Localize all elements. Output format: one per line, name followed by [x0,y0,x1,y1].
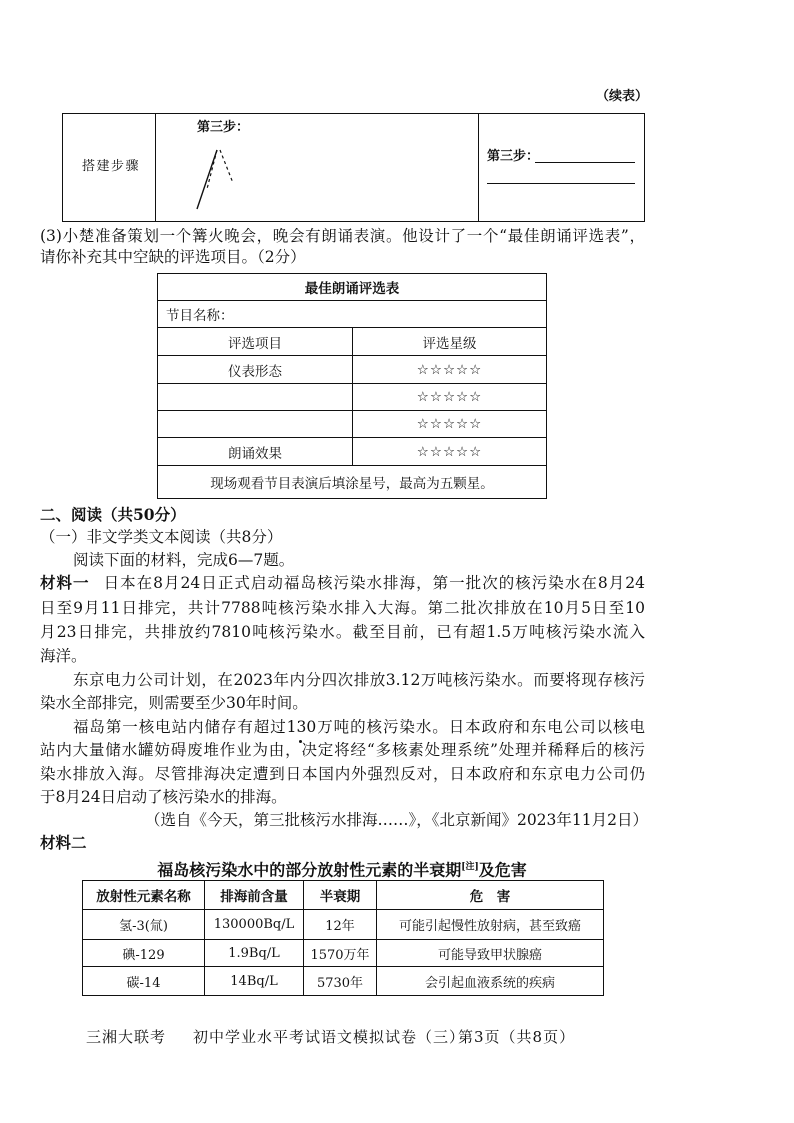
criteria-cell: 仪表形态 [158,356,353,384]
header-criteria: 评选项目 [158,328,353,356]
question-3-line: (3)小楚准备策划一个篝火晚会，晚会有朗诵表演。他设计了一个“最佳朗诵评选表”， [40,227,645,245]
half-life-cell: 1570万年 [304,940,377,967]
table-row [83,910,604,940]
answer-blank-line [487,183,635,184]
blank-criteria-cell [158,411,353,438]
hazard-cell: 可能导致甲状腺癌 [377,940,604,967]
star-rating-cell: ☆☆☆☆☆ [353,438,547,466]
half-life-cell: 5730年 [304,967,377,996]
table-row [83,940,604,967]
header-half-life: 半衰期 [304,881,377,910]
blank-criteria-cell [158,384,353,411]
content-cell: 130000Bq/L [205,910,304,940]
content-cell: 14Bq/L [205,967,304,996]
reading-instruction: 阅读下面的材料，完成6—7题。 [73,551,295,569]
table-divider [155,114,156,221]
hazard-cell: 可能引起慢性放射病，甚至致癌 [377,910,604,940]
table-title-note-mark: [注] [461,862,479,872]
build-steps-table [62,113,645,222]
best-recitation-rating-table [157,273,547,499]
sketch-dashed-pole [220,150,233,183]
sketch-step-label: 第三步： [197,120,250,135]
rating-table-title: 最佳朗诵评选表 [158,274,547,301]
sketch-solid-pole [197,150,217,209]
material-1-line: 福岛第一核电站内储存有超过130万吨的核污染水。日本政府和东电公司以核电 [73,718,645,736]
table-title-end: 及危害 [478,860,527,880]
footer-exam-name: 初中学业水平考试语文模拟试卷（三） [193,1028,466,1046]
hazard-cell: 会引起血液系统的疾病 [377,967,604,996]
program-name-label: 节目名称： [158,301,547,328]
material-1-line: 东京电力公司计划，在2023年内分四次排放3.12万吨核污染水。而要将现存核污 [73,671,645,689]
answer-step-label: 第三步： [487,149,540,164]
material-1-line: 海洋。 [40,647,87,665]
rating-table-note: 现场观看节目表演后填涂星号，最高为五颗星。 [158,466,547,499]
element-name-cell: 氢-3(氚) [83,910,205,940]
header-star-rating: 评选星级 [353,328,547,356]
footer-exam-brand: 三湘大联考 [86,1028,167,1046]
content-cell: 1.9Bq/L [205,940,304,967]
material-1-label: 材料一 [40,573,90,592]
answer-blank-line [535,162,635,163]
radioactive-elements-table [82,880,604,996]
question-3-line: 请你补充其中空缺的评选项目。（2分） [40,248,306,266]
sketch-dashed-pole [207,150,217,189]
star-rating-cell: ☆☆☆☆☆ [353,356,547,384]
header-element-name: 放射性元素名称 [83,881,205,910]
material-1-line: 于8月24日启动了核污染水的排海。 [40,788,287,806]
tent-sketch-drawing [185,139,245,214]
table-divider [478,114,479,221]
footer-page-info: 第3页（共8页） [458,1028,576,1046]
material-1-line: 月23日排完，共排放约7810吨核污染水。截至目前，已有超1.5万吨核污染水流入 [40,623,645,641]
header-hazard: 危 害 [377,881,604,910]
subsection-title: （一）非文学类文本阅读（共8分） [40,528,283,546]
table-title-text: 福岛核污染水中的部分放射性元素的半衰期 [157,860,462,880]
star-rating-cell: ☆☆☆☆☆ [353,411,547,438]
half-life-cell: 12年 [304,910,377,940]
material-2-label: 材料二 [40,833,87,852]
material-1-source: （选自《今天，第三批核污水排海……》，《北京新闻》2023年11月2日） [144,811,648,829]
material-1-line [40,571,645,595]
criteria-cell: 朗诵效果 [158,438,353,466]
continued-table-label: （续表） [595,89,648,104]
material-1-text: 日本在8月24日正式启动福岛核污染水排海，第一批次的核污染水在8月24 [103,574,645,592]
star-rating-cell: ☆☆☆☆☆ [353,384,547,411]
element-name-cell: 碘-129 [83,940,205,967]
material-1-line: 染水排放入海。尽管排海决定遭到日本国内外强烈反对，日本政府和东京电力公司仍 [40,765,645,783]
material-1-line: 站内大量储水罐妨碍废堆作业为由，决定将经“多核素处理系统”处理并稀释后的核污 [40,741,645,759]
section-title: 二、阅读（共50分） [40,505,186,524]
table-row [83,967,604,996]
build-steps-row-label: 搭建步骤 [82,159,141,174]
material-1-line: 染水全部排完，则需要至少30年时间。 [40,694,308,712]
material-2-table-title [100,855,584,879]
header-content-before-discharge: 排海前含量 [205,881,304,910]
material-1-line: 日至9月11日排完，共计7788吨核污染水排入大海。第二批次排放在10月5日至10 [40,599,645,617]
element-name-cell: 碳-14 [83,967,205,996]
